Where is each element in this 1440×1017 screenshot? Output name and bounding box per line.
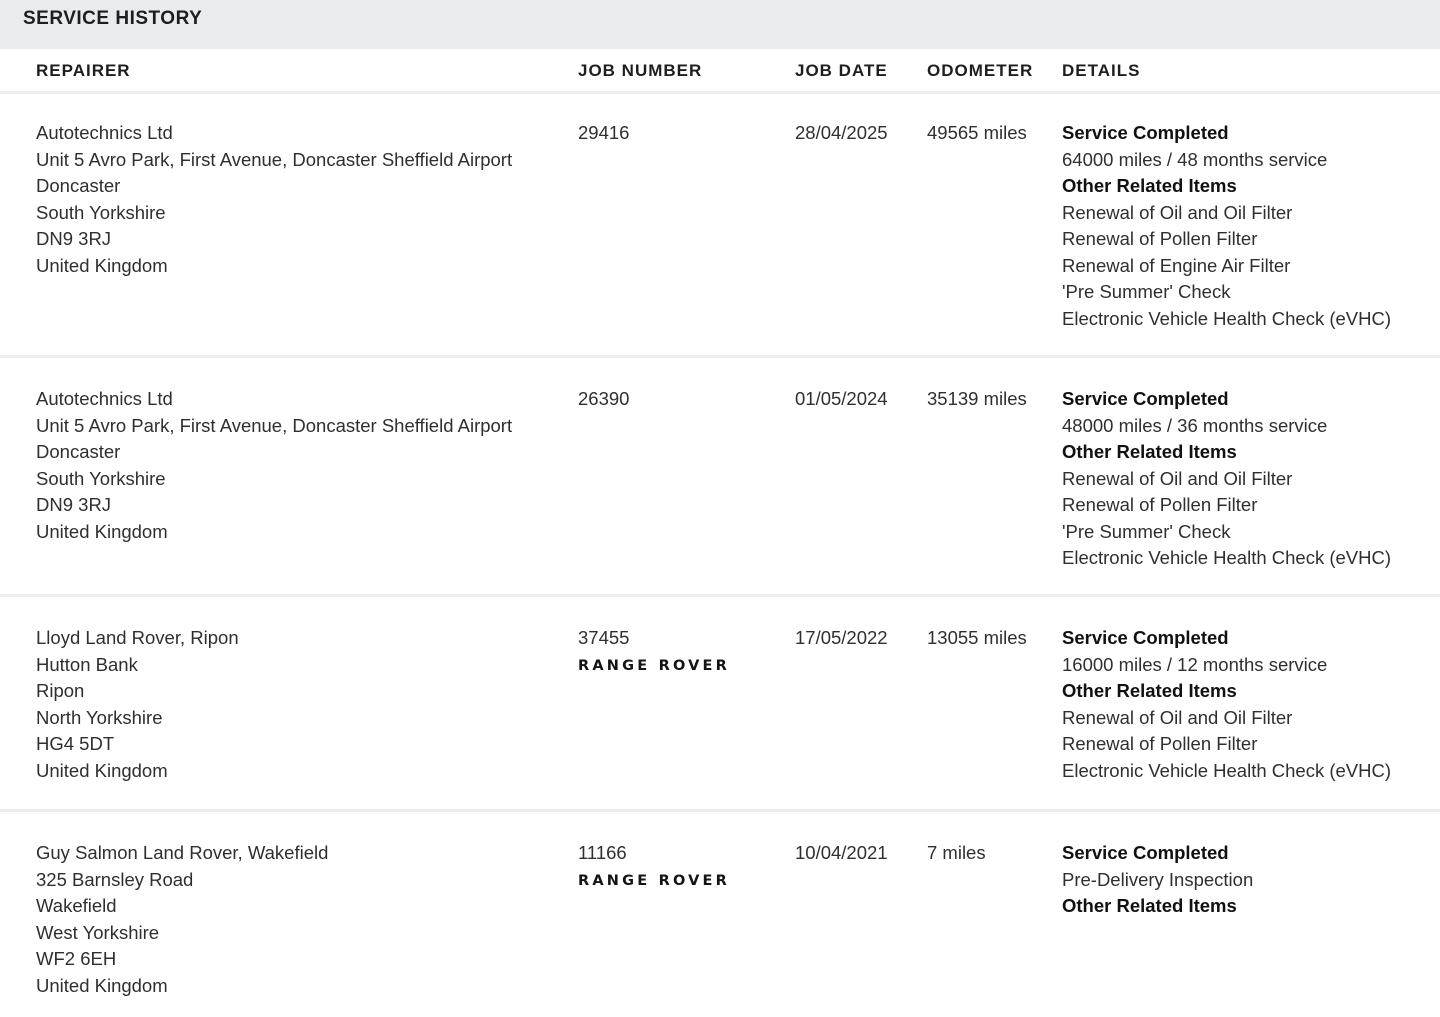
job-date-cell	[795, 625, 888, 652]
repairer-address-line: North Yorkshire	[36, 706, 163, 728]
details-heading: Service Completed	[1062, 627, 1229, 648]
details-item: 16000 miles / 12 months service	[1062, 653, 1328, 675]
details-item: Renewal of Oil and Oil Filter	[1062, 706, 1293, 728]
repairer-cell	[36, 840, 328, 999]
details-heading: Other Related Items	[1062, 895, 1237, 916]
repairer-address-line: Hutton Bank	[36, 653, 138, 675]
details-item: 48000 miles / 36 months service	[1062, 414, 1328, 436]
repairer-address-line: South Yorkshire	[36, 467, 166, 489]
details-item: Renewal of Oil and Oil Filter	[1062, 201, 1293, 223]
details-heading: Service Completed	[1062, 842, 1229, 863]
column-header-job-number: JOB NUMBER	[578, 61, 703, 80]
details-item: Renewal of Pollen Filter	[1062, 733, 1258, 754]
repairer-address-line: Autotechnics Ltd	[36, 122, 173, 143]
details-cell	[1062, 840, 1253, 920]
job-number-cell	[578, 625, 730, 675]
details-item: Renewal of Pollen Filter	[1062, 228, 1258, 249]
details-item: Electronic Vehicle Health Check (eVHC)	[1062, 759, 1392, 781]
repairer-address-line: United Kingdom	[36, 254, 168, 276]
odometer-cell	[927, 386, 1027, 413]
repairer-address-line: West Yorkshire	[36, 921, 160, 943]
details-heading: Other Related Items	[1062, 175, 1237, 196]
row-divider	[0, 809, 1440, 812]
details-item: Pre-Delivery Inspection	[1062, 868, 1254, 890]
job-number-cell	[578, 386, 629, 413]
odometer-cell	[927, 625, 1027, 652]
repairer-address-line: Wakefield	[36, 895, 117, 916]
repairer-address-line: Unit 5 Avro Park, First Avenue, Doncaster Sheffield Airport	[36, 148, 513, 170]
column-header-job-date: JOB DATE	[795, 61, 888, 80]
repairer-address-line: HG4 5DT	[36, 733, 115, 754]
odometer-reading: 7 miles	[927, 842, 986, 863]
job-number: 37455	[578, 627, 630, 648]
repairer-address-line: Doncaster	[36, 175, 121, 196]
range-rover-logo: RANGE ROVER	[578, 657, 730, 674]
job-date-cell	[795, 120, 888, 147]
repairer-address-line: United Kingdom	[36, 974, 168, 996]
repairer-address-line: United Kingdom	[36, 520, 168, 542]
job-date: 17/05/2022	[795, 627, 888, 648]
repairer-cell	[36, 120, 512, 279]
details-item: Renewal of Oil and Oil Filter	[1062, 467, 1293, 489]
details-item: 'Pre Summer' Check	[1062, 520, 1231, 542]
table-header	[0, 49, 1440, 94]
repairer-cell	[36, 386, 512, 545]
repairer-cell	[36, 625, 239, 784]
details-heading: Other Related Items	[1062, 441, 1237, 462]
details-heading: Other Related Items	[1062, 680, 1237, 701]
odometer-reading: 49565 miles	[927, 122, 1027, 143]
job-date: 01/05/2024	[795, 388, 888, 409]
job-date: 10/04/2021	[795, 842, 888, 863]
job-date: 28/04/2025	[795, 122, 888, 143]
repairer-address-line: Lloyd Land Rover, Ripon	[36, 627, 239, 648]
repairer-address-line: Doncaster	[36, 441, 121, 462]
details-cell	[1062, 386, 1391, 572]
odometer-cell	[927, 120, 1027, 147]
column-header-repairer: REPAIRER	[36, 61, 131, 80]
odometer-cell	[927, 840, 986, 867]
details-cell	[1062, 625, 1391, 784]
column-header-details: DETAILS	[1062, 61, 1141, 80]
job-number-cell	[578, 840, 730, 890]
repairer-address-line: Guy Salmon Land Rover, Wakefield	[36, 842, 329, 863]
details-item: 'Pre Summer' Check	[1062, 281, 1231, 302]
row-divider	[0, 355, 1440, 358]
repairer-address-line: Autotechnics Ltd	[36, 388, 173, 409]
details-cell	[1062, 120, 1391, 332]
range-rover-logo: RANGE ROVER	[578, 872, 730, 889]
repairer-address-line: United Kingdom	[36, 759, 168, 781]
repairer-address-line: South Yorkshire	[36, 201, 166, 223]
repairer-address-line: DN9 3RJ	[36, 228, 112, 249]
repairer-address-line: 325 Barnsley Road	[36, 868, 194, 890]
repairer-address-line: Ripon	[36, 680, 85, 701]
section-title-bar	[0, 0, 1440, 49]
details-item: 64000 miles / 48 months service	[1062, 148, 1328, 170]
details-item: Renewal of Pollen Filter	[1062, 494, 1258, 515]
details-heading: Service Completed	[1062, 122, 1229, 143]
details-item: Electronic Vehicle Health Check (eVHC)	[1062, 547, 1392, 568]
odometer-reading: 35139 miles	[927, 388, 1027, 409]
job-date-cell	[795, 840, 888, 867]
details-heading: Service Completed	[1062, 388, 1229, 409]
job-number-cell	[578, 120, 629, 147]
details-item: Electronic Vehicle Health Check (eVHC)	[1062, 307, 1392, 329]
job-number: 11166	[578, 842, 627, 863]
section-title: SERVICE HISTORY	[23, 8, 203, 29]
repairer-address-line: WF2 6EH	[36, 948, 117, 969]
repairer-address-line: DN9 3RJ	[36, 494, 112, 515]
row-divider	[0, 594, 1440, 597]
job-number: 26390	[578, 388, 630, 409]
job-date-cell	[795, 386, 888, 413]
repairer-address-line: Unit 5 Avro Park, First Avenue, Doncaster Sheffield Airport	[36, 414, 513, 436]
details-item: Renewal of Engine Air Filter	[1062, 254, 1291, 276]
job-number: 29416	[578, 122, 630, 143]
odometer-reading: 13055 miles	[927, 627, 1027, 648]
column-header-odometer: ODOMETER	[927, 61, 1034, 80]
